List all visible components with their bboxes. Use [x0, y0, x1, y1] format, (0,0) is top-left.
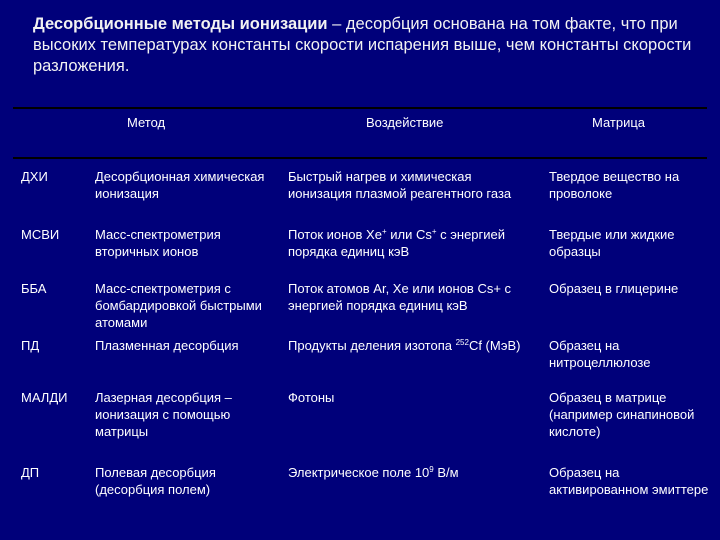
header-matrix: Матрица [592, 115, 646, 130]
row-3-matrix: Образец в глицерине [549, 281, 679, 296]
row-2-matrix: Твердые или жидкие образцы [549, 227, 675, 259]
table-top-rule [13, 107, 707, 109]
heading-bold: Десорбционные методы ионизации [33, 15, 328, 33]
row-4-method: Плазменная десорбция [95, 338, 239, 353]
row-5-impact: Фотоны [288, 390, 335, 405]
row-3-abbr: ББА [21, 281, 47, 296]
row-6-abbr: ДП [21, 465, 40, 480]
row-5-abbr: МАЛДИ [21, 390, 68, 405]
row-2-abbr: МСВИ [21, 227, 60, 242]
row-5-matrix: Образец в матрице (например синапиновой кислоте) [549, 390, 695, 439]
row-5-method: Лазерная десорбция – ионизация с помощью матрицы [95, 390, 232, 439]
header-impact: Воздействие [366, 115, 444, 130]
row-6-matrix: Образец на активированном эмиттере [549, 465, 709, 497]
slide-heading [33, 14, 693, 77]
row-6-method: Полевая десорбция (десорбция полем) [95, 465, 216, 497]
row-2-method: Масс-спектрометрия вторичных ионов [95, 227, 221, 259]
row-1-matrix: Твердое вещество на проволоке [549, 169, 680, 201]
row-1-method: Десорбционная химическая ионизация [95, 169, 265, 201]
row-4-impact: Продукты деления изотопа $^{252}$Cf (МэВ) [288, 338, 521, 353]
heading-text: – десорбция основана на том факте, что при высоких температурах константы скорости испарения выше, чем константы скорости разложения. [33, 15, 692, 75]
row-2-impact: Поток ионов Xe+ или Cs+ с энергией порядка единиц кэВ [288, 227, 506, 259]
table-header-rule [13, 157, 707, 159]
row-4-matrix: Образец на нитроцеллюлозе [549, 338, 651, 370]
row-4-abbr: ПД [21, 338, 40, 353]
row-6-impact: Электрическое поле $10^9$ В/м [288, 465, 459, 480]
row-3-method: Масс-спектрометрия с бомбардировкой быстрыми атомами [95, 281, 262, 330]
row-1-abbr: ДХИ [21, 169, 48, 184]
row-1-impact: Быстрый нагрев и химическая ионизация плазмой реагентного газа [288, 169, 512, 201]
row-3-impact: Поток атомов Ar, Xe или ионов Cs+ с энергией порядка единиц кэВ [288, 281, 512, 313]
header-method: Метод [127, 115, 166, 130]
